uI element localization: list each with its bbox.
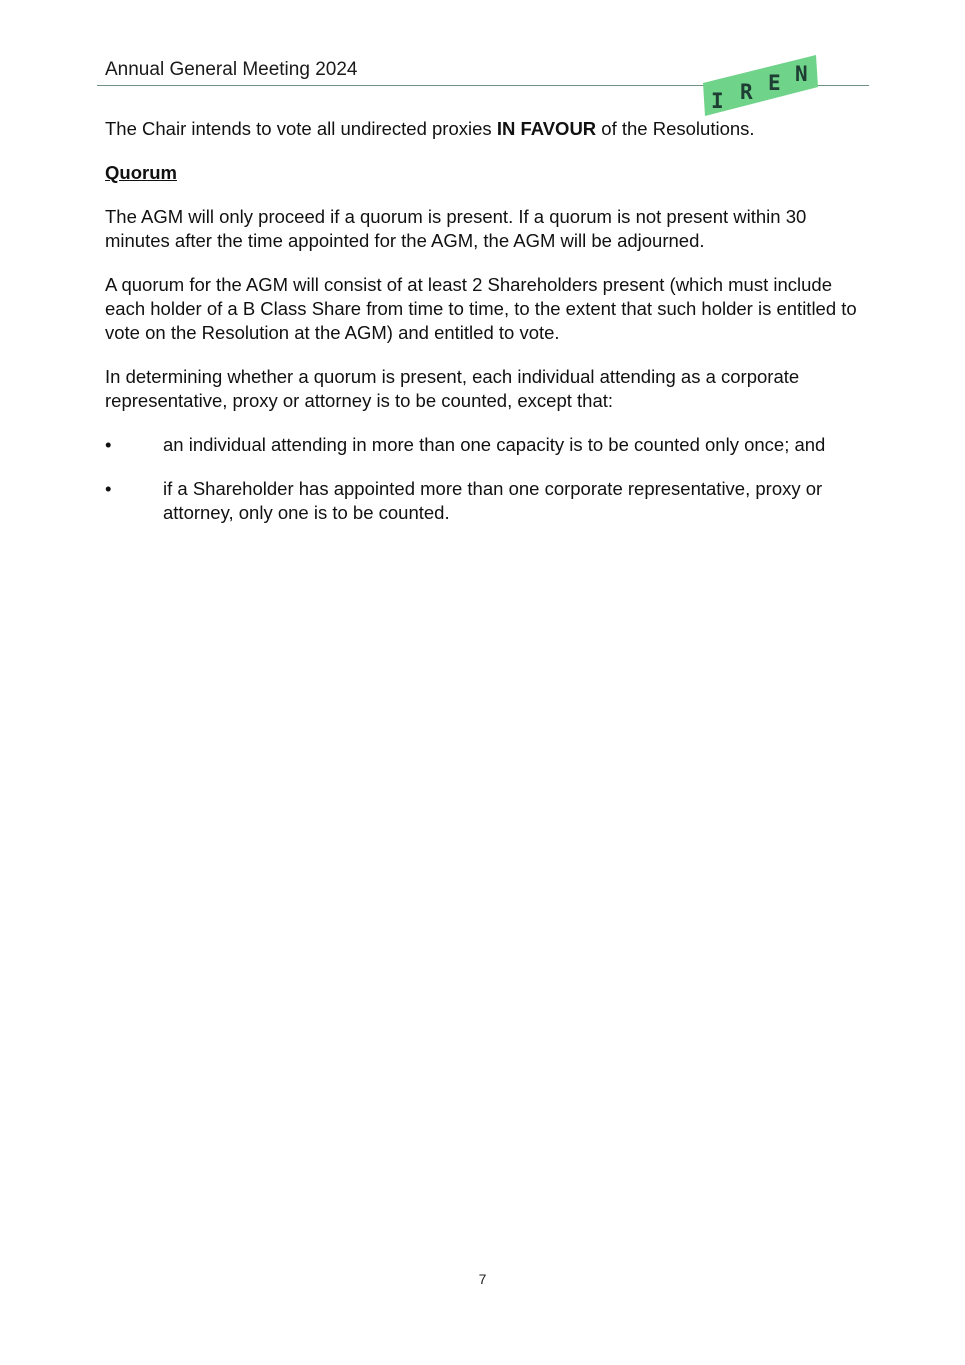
list-item xyxy=(105,477,867,525)
logo-letter-i: I xyxy=(711,89,724,113)
document-title: Annual General Meeting 2024 xyxy=(105,59,358,80)
list-item-text: if a Shareholder has appointed more than one corporate representative, proxy or attorney, only one is to be counted. xyxy=(163,478,823,523)
iren-logo-graphic xyxy=(700,53,822,119)
page-number: 7 xyxy=(478,1271,487,1287)
intro-text-before: The Chair intends to vote all undirected proxies xyxy=(105,118,497,139)
intro-text-after: of the Resolutions. xyxy=(596,118,755,139)
paragraph-quorum-counting: In determining whether a quorum is present, each individual attending as a corporate representative, proxy or attorney is to be counted, except that: xyxy=(105,366,800,411)
bullet-icon: • xyxy=(105,478,112,499)
bullet-icon: • xyxy=(105,434,112,455)
logo-letter-r: R xyxy=(740,80,753,104)
iren-logo xyxy=(700,53,822,119)
paragraph-quorum-required: The AGM will only proceed if a quorum is present. If a quorum is not present within 30 minutes after the time appointed for the AGM, the AGM will be adjourned. xyxy=(105,206,807,251)
list-item xyxy=(105,433,867,457)
document-body xyxy=(105,117,867,545)
section-heading-quorum: Quorum xyxy=(105,162,177,183)
list-item-text: an individual attending in more than one capacity is to be counted only once; and xyxy=(163,434,826,455)
paragraph-quorum-composition: A quorum for the AGM will consist of at least 2 Shareholders present (which must include each holder of a B Class Share from time to time, to the extent that such holder is entitled to vote on the Resolution at the AGM) and entitled to vote. xyxy=(105,274,857,343)
logo-letter-e: E xyxy=(768,71,781,95)
logo-letter-n: N xyxy=(795,62,808,86)
intro-paragraph xyxy=(105,117,867,141)
intro-emphasis: IN FAVOUR xyxy=(496,118,597,139)
